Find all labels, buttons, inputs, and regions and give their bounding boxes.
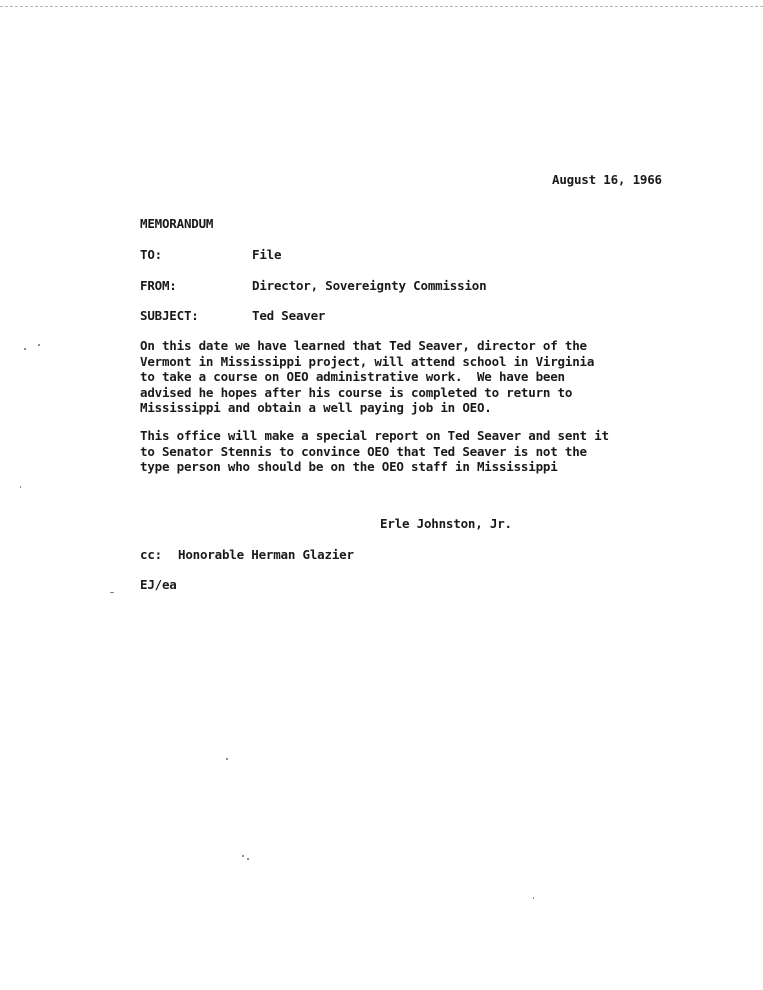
body-paragraph-1 [140, 338, 594, 416]
paragraph-line: to Senator Stennis to convince OEO that Ted Seaver is not the [140, 443, 587, 459]
paragraph-line: type person who should be on the OEO staff in Mississippi [140, 459, 558, 474]
scan-speck [242, 855, 244, 857]
scan-speck [24, 348, 26, 350]
page-top-edge [0, 0, 763, 7]
to-label: TO: [140, 247, 162, 262]
from-label: FROM: [140, 278, 177, 293]
signature: Erle Johnston, Jr. [380, 516, 512, 531]
subject-label: SUBJECT: [140, 308, 199, 323]
from-value: Director, Sovereignty Commission [252, 278, 487, 293]
scan-speck [247, 858, 249, 860]
paragraph-line: advised he hopes after his course is completed to return to [140, 384, 573, 400]
scan-speck [110, 592, 114, 593]
scan-speck [533, 897, 534, 899]
memo-heading: MEMORANDUM [140, 216, 214, 231]
scan-speck [38, 344, 40, 346]
paragraph-line: On this date we have learned that Ted Seaver, director of the [140, 338, 587, 353]
cc-label: cc: [140, 547, 162, 562]
paragraph-line: to take a course on OEO administrative work. We have been [140, 369, 565, 384]
typist-initials: EJ/ea [140, 577, 177, 592]
paragraph-line: Vermont in Mississippi project, will attend school in Virginia [140, 353, 595, 369]
to-value: File [252, 247, 282, 262]
scan-speck [20, 486, 21, 488]
scan-speck [226, 758, 228, 760]
body-paragraph-2 [140, 428, 609, 475]
paragraph-line: Mississippi and obtain a well paying job in OEO. [140, 400, 492, 415]
subject-value: Ted Seaver [252, 308, 326, 323]
memo-date: August 16, 1966 [552, 172, 662, 187]
paragraph-line: This office will make a special report on Ted Seaver and sent it [140, 428, 609, 443]
cc-value: Honorable Herman Glazier [178, 547, 354, 562]
